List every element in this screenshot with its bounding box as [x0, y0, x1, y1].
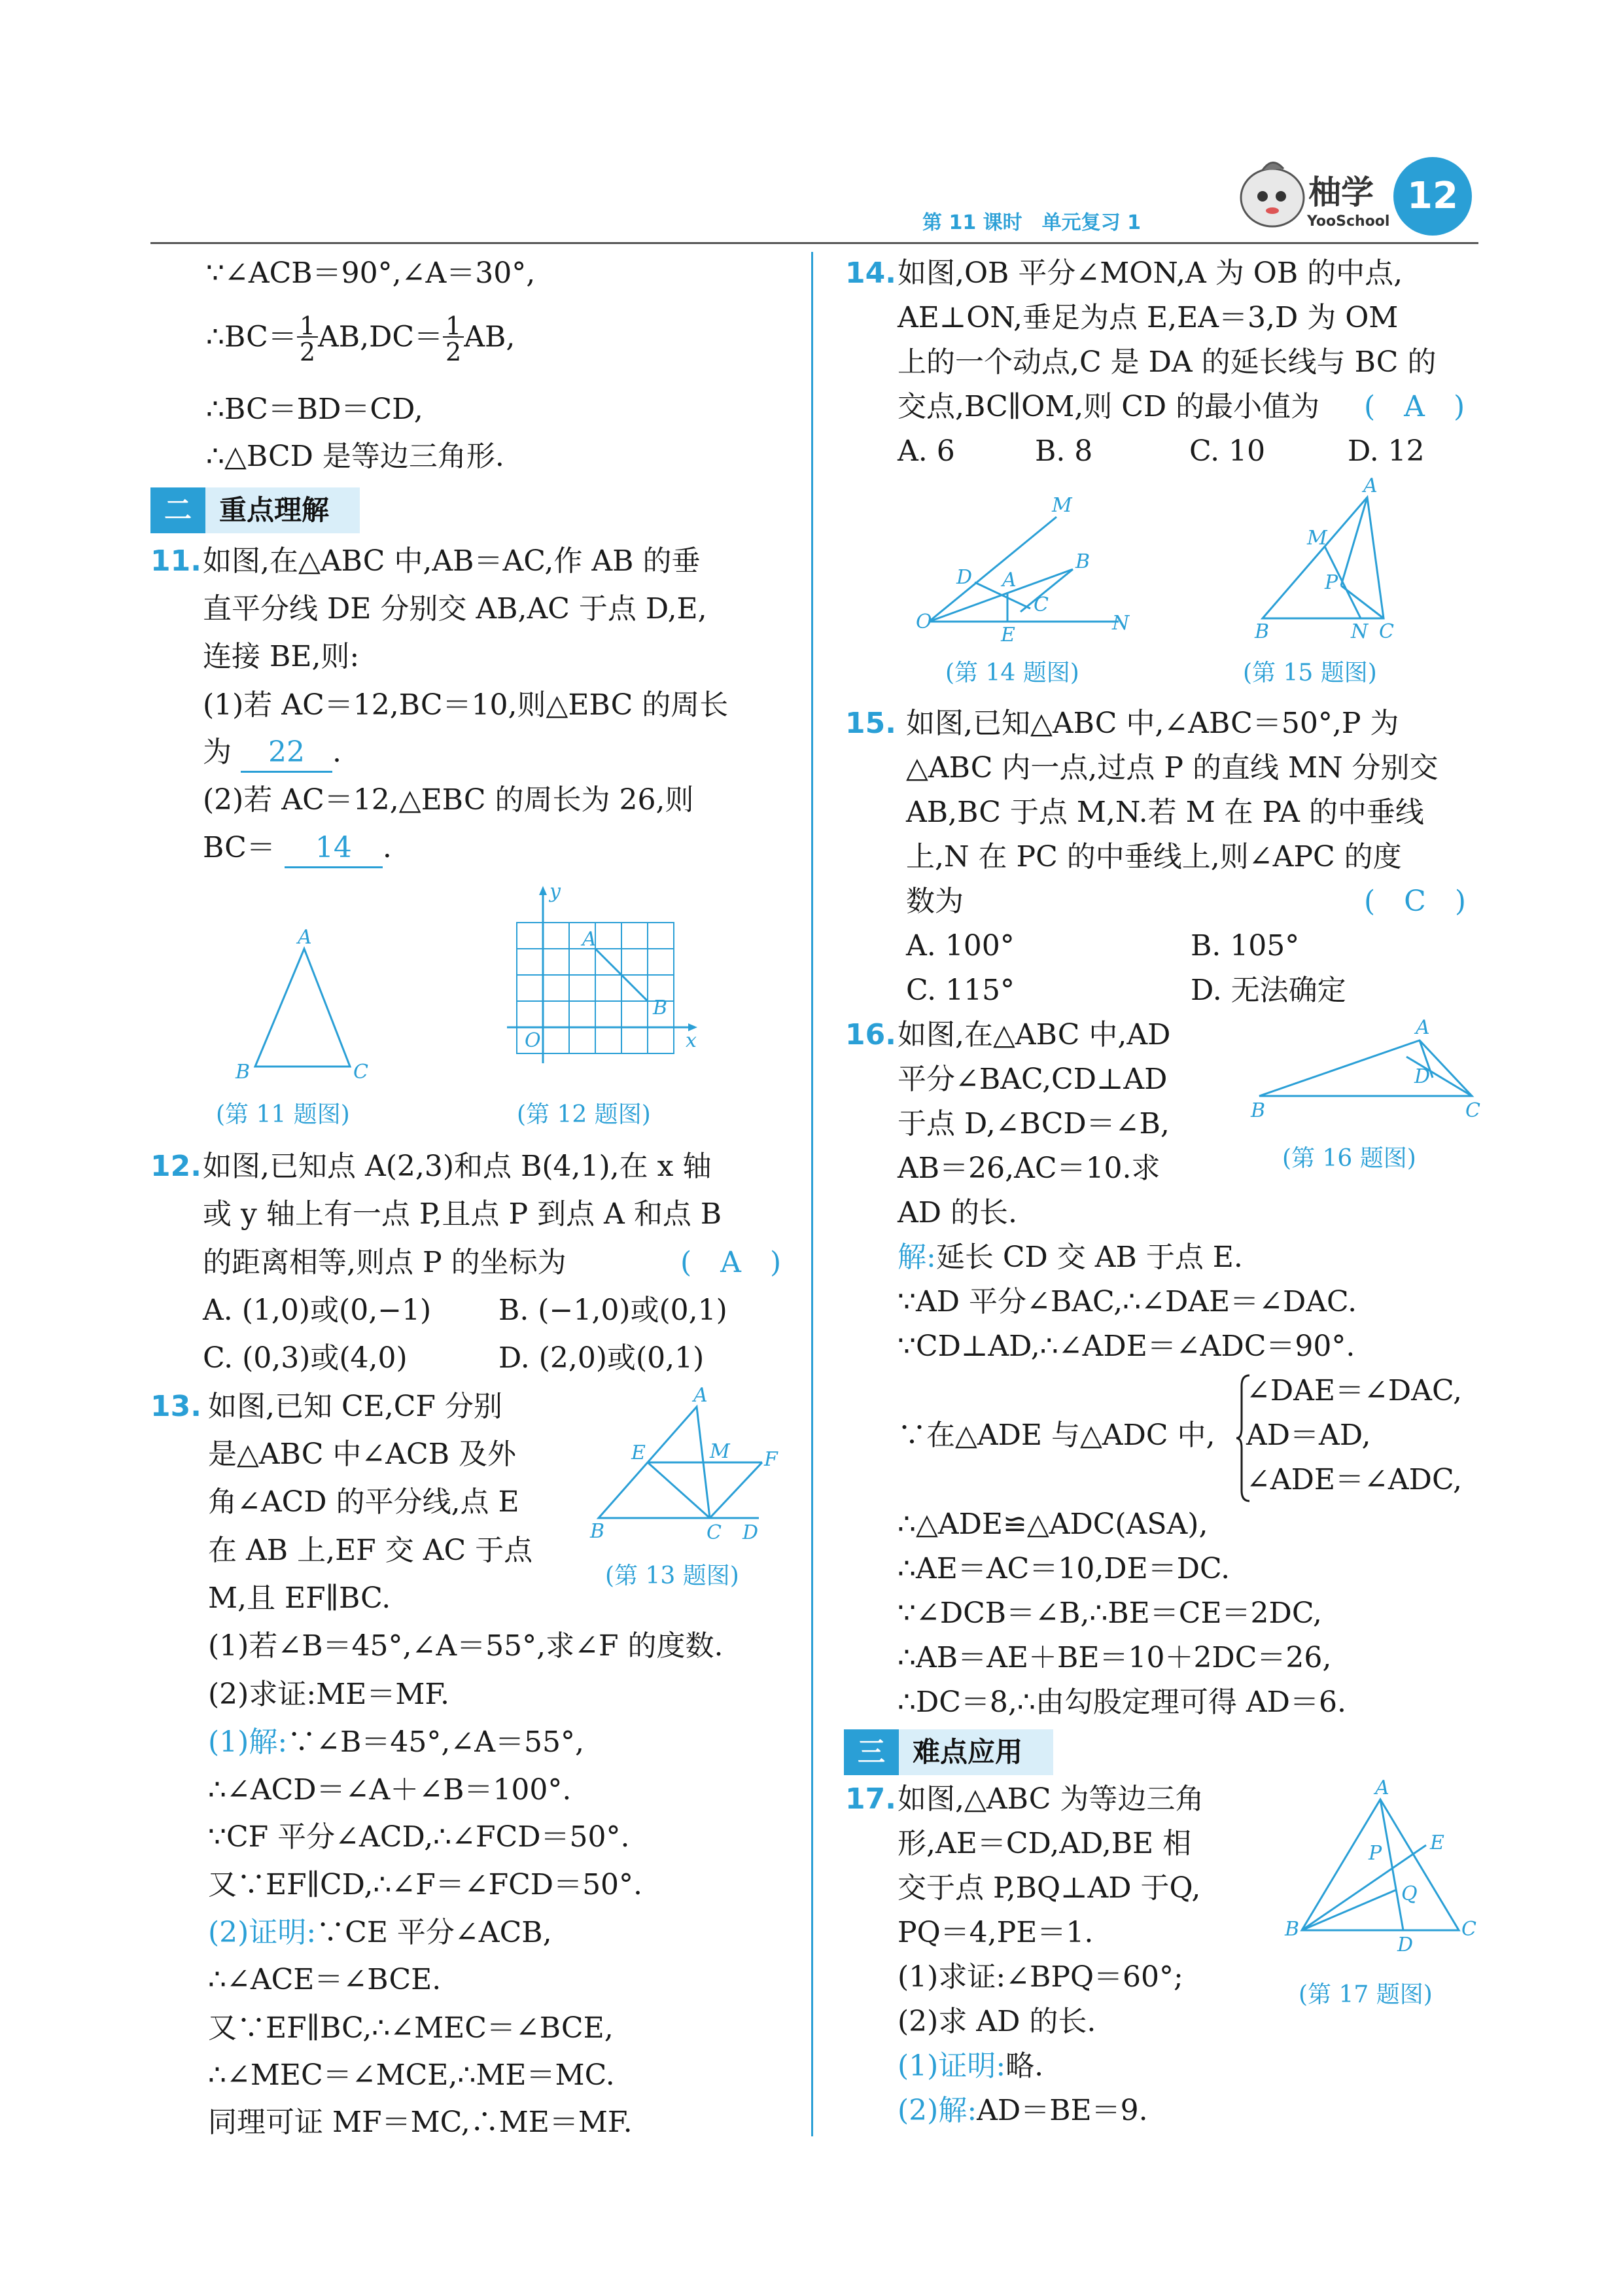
q14-number: 14. — [845, 256, 896, 290]
q15-line-3: AB,BC 于点 M,N.若 M 在 PA 的中垂线 — [906, 796, 1424, 829]
column-divider — [811, 252, 813, 2136]
fig16-caption: (第 16 题图) — [1282, 1145, 1416, 1172]
q12-line-1: 如图,已知点 A(2,3)和点 B(4,1),在 x 轴 — [203, 1150, 712, 1183]
page-number: 12 — [1407, 175, 1458, 217]
q13-sol-9: 同理可证 MF＝MC,∴ME＝MF. — [208, 2106, 633, 2139]
q11-line-3: 连接 BE,则: — [203, 640, 360, 673]
q15-option-b: B. 105° — [1191, 929, 1300, 963]
q16-line-2: 平分∠BAC,CD⊥AD — [898, 1063, 1168, 1096]
svg-text:D: D — [956, 566, 973, 589]
svg-text:B: B — [1251, 1099, 1266, 1122]
q11-part-2: (2)若 AC＝12,△EBC 的周长为 26,则 — [203, 783, 694, 817]
q16-sol2-2: ∴AE＝AC＝10,DE＝DC. — [898, 1552, 1230, 1585]
pre-line-3: ∴BC＝BD＝CD, — [206, 393, 423, 426]
q12-answer: ( A ) — [680, 1246, 782, 1279]
svg-text:P: P — [1325, 571, 1338, 594]
q11-part-1: (1)若 AC＝12,BC＝10,则△EBC 的周长 — [203, 688, 729, 722]
section-2-heading — [150, 487, 360, 533]
svg-text:M: M — [710, 1440, 730, 1463]
q12-line-2: 或 y 轴上有一点 P,且点 P 到点 A 和点 B — [203, 1197, 722, 1231]
brand-sub: YooSchool — [1307, 213, 1390, 230]
q15-answer: ( C ) — [1364, 885, 1466, 918]
svg-text:C: C — [1379, 620, 1394, 643]
q14-line-4: 交点,BC∥OM,则 CD 的最小值为 — [898, 390, 1320, 423]
svg-text:x: x — [686, 1029, 697, 1052]
q17-line-4: PQ＝4,PE＝1. — [898, 1916, 1094, 1949]
q17-number: 17. — [845, 1782, 896, 1816]
q13-line-1: 如图,已知 CE,CF 分别 — [208, 1390, 502, 1423]
q12-option-d: D. (2,0)或(0,1) — [498, 1341, 705, 1375]
q13-sol-4: 又∵EF∥CD,∴∠F＝∠FCD＝50°. — [208, 1868, 643, 1901]
q16-sol-2: ∵CD⊥AD,∴∠ADE＝∠ADC＝90°. — [898, 1330, 1355, 1363]
q14-line-3: 上的一个动点,C 是 DA 的延长线与 BC 的 — [898, 345, 1437, 379]
q13-part-1: (1)若∠B＝45°,∠A＝55°,求∠F 的度数. — [208, 1629, 724, 1663]
q17-line-3: 交于点 P,BQ⊥AD 于Q, — [898, 1871, 1201, 1905]
q16-sol2-5: ∴DC＝8,∴由勾股定理可得 AD＝6. — [898, 1686, 1346, 1719]
q11-part-2b: BC＝ 14 . — [203, 830, 392, 868]
figure-16 — [1243, 1017, 1492, 1131]
q13-sol-7: 又∵EF∥BC,∴∠MEC＝∠BCE, — [208, 2011, 614, 2045]
svg-text:E: E — [631, 1441, 646, 1464]
q17-line-2: 形,AE＝CD,AD,BE 相 — [898, 1827, 1192, 1860]
pre-line-2: ∴BC＝ 1 2AB,DC＝ 1 2AB, — [206, 311, 515, 366]
brand-name: 柚学 — [1308, 173, 1374, 211]
q11-part-1b: 为 22 . — [203, 734, 341, 773]
q16-line-5: AD 的长. — [898, 1196, 1018, 1229]
q13-sol-8: ∴∠MEC＝∠MCE,∴ME＝MC. — [208, 2058, 615, 2092]
section-3-title: 难点应用 — [913, 1736, 1023, 1768]
svg-text:A: A — [1363, 478, 1378, 497]
fig12-caption: (第 12 题图) — [517, 1101, 651, 1128]
q16-brace-3: ∠ADE＝∠ADC, — [1246, 1463, 1463, 1496]
q13-line-3: 角∠ACD 的平分线,点 E — [208, 1485, 519, 1519]
q12-line-3: 的距离相等,则点 P 的坐标为 — [203, 1246, 567, 1279]
q13-sol-2: ∴∠ACD＝∠A＋∠B＝100°. — [208, 1773, 572, 1807]
svg-text:C: C — [1034, 593, 1049, 616]
svg-text:N: N — [1112, 612, 1130, 635]
q13-line-2: 是△ABC 中∠ACB 及外 — [208, 1438, 517, 1471]
svg-text:O: O — [525, 1029, 541, 1052]
q12-number: 12. — [150, 1150, 201, 1183]
q13-line-5: M,且 EF∥BC. — [208, 1581, 391, 1615]
svg-text:M: M — [1052, 497, 1072, 517]
q13-part-2: (2)求证:ME＝MF. — [208, 1678, 450, 1711]
figure-11 — [222, 929, 393, 1089]
svg-text:C: C — [707, 1521, 722, 1544]
svg-text:A: A — [1002, 569, 1017, 592]
svg-text:A: A — [1375, 1780, 1389, 1799]
pre-line-4: ∴△BCD 是等边三角形. — [206, 440, 504, 473]
figure-15 — [1243, 478, 1413, 650]
q11-answer-2: 14 — [285, 830, 383, 868]
lesson-title: 第 11 课时 单元复习 1 — [922, 211, 1141, 234]
figure-12 — [497, 883, 713, 1082]
q16-brace-2: AD＝AD, — [1246, 1419, 1371, 1452]
q11-answer-1: 22 — [241, 734, 332, 773]
page-header — [150, 157, 1478, 249]
q17-part-2: (2)求 AD 的长. — [898, 2005, 1096, 2038]
q13-sol-3: ∵CF 平分∠ACD,∴∠FCD＝50°. — [208, 1820, 630, 1854]
q16-sol-first: 解:延长 CD 交 AB 于点 E. — [898, 1241, 1243, 1274]
q16-brace-1: ∠DAE＝∠DAC, — [1246, 1374, 1463, 1407]
q14-option-b: B. 8 — [1035, 434, 1093, 468]
svg-text:B: B — [653, 997, 668, 1019]
figure-13 — [582, 1387, 798, 1553]
q14-answer: ( A ) — [1364, 390, 1465, 423]
q14-line-2: AE⊥ON,垂足为点 E,EA＝3,D 为 OM — [898, 301, 1399, 334]
svg-text:D: D — [1414, 1065, 1431, 1088]
q15-line-2: △ABC 内一点,过点 P 的直线 MN 分别交 — [906, 751, 1439, 785]
header-rule — [150, 242, 1478, 244]
q15-option-c: C. 115° — [906, 974, 1015, 1007]
q15-option-d: D. 无法确定 — [1191, 974, 1346, 1007]
q16-sol2-4: ∴AB＝AE＋BE＝10＋2DC＝26, — [898, 1641, 1332, 1674]
section-2-number: 二 — [150, 487, 205, 533]
q17-sol-1: (1)证明:略. — [898, 2049, 1044, 2083]
svg-text:A: A — [298, 929, 312, 949]
q16-brace-lead: ∵在△ADE 与△ADC 中, — [898, 1419, 1215, 1452]
q16-brace — [1235, 1373, 1240, 1504]
fig13-caption: (第 13 题图) — [605, 1563, 739, 1589]
q12-option-a: A. (1,0)或(0,−1) — [203, 1294, 432, 1327]
q16-number: 16. — [845, 1018, 896, 1051]
svg-text:F: F — [764, 1448, 778, 1471]
q11-number: 11. — [150, 544, 201, 578]
q12-option-c: C. (0,3)或(4,0) — [203, 1341, 408, 1375]
svg-text:B: B — [590, 1520, 605, 1543]
q13-number: 13. — [150, 1390, 201, 1423]
q13-line-4: 在 AB 上,EF 交 AC 于点 — [208, 1534, 533, 1567]
q16-sol2-1: ∴△ADE≌△ADC(ASA), — [898, 1508, 1208, 1541]
svg-text:C: C — [1465, 1099, 1480, 1122]
q13-sol-5: (2)证明:∵CE 平分∠ACB, — [208, 1916, 552, 1949]
svg-text:y: y — [550, 883, 561, 903]
svg-text:A: A — [693, 1387, 708, 1407]
fig15-caption: (第 15 题图) — [1243, 660, 1377, 686]
q11-line-1: 如图,在△ABC 中,AB＝AC,作 AB 的垂 — [203, 544, 701, 578]
q13-sol-6: ∴∠ACE＝∠BCE. — [208, 1963, 442, 1996]
svg-text:E: E — [1430, 1831, 1444, 1854]
svg-text:A: A — [582, 928, 597, 951]
svg-text:M: M — [1307, 527, 1327, 550]
svg-text:A: A — [1416, 1017, 1430, 1039]
q17-sol-2: (2)解:AD＝BE＝9. — [898, 2094, 1148, 2127]
svg-text:C: C — [1461, 1918, 1476, 1941]
svg-text:B: B — [236, 1061, 251, 1084]
svg-text:N: N — [1351, 620, 1369, 643]
q15-line-5: 数为 — [906, 885, 964, 918]
q11-line-2: 直平分线 DE 分别交 AB,AC 于点 D,E, — [203, 592, 707, 626]
figure-17 — [1276, 1780, 1485, 1966]
svg-text:E: E — [1001, 624, 1015, 646]
svg-text:B: B — [1285, 1918, 1300, 1941]
fig11-caption: (第 11 题图) — [216, 1101, 350, 1128]
svg-text:D: D — [1397, 1934, 1414, 1956]
svg-text:O: O — [916, 610, 932, 633]
section-3-heading — [844, 1729, 1053, 1775]
section-3-number: 三 — [844, 1729, 899, 1775]
q16-sol-1: ∵AD 平分∠BAC,∴∠DAE＝∠DAC. — [898, 1285, 1357, 1318]
svg-text:B: B — [1255, 620, 1270, 643]
figure-14 — [916, 497, 1145, 650]
q15-option-a: A. 100° — [906, 929, 1015, 963]
section-2-title: 重点理解 — [219, 494, 330, 526]
svg-text:C: C — [353, 1061, 368, 1084]
q14-option-c: C. 10 — [1189, 434, 1266, 468]
svg-text:P: P — [1369, 1842, 1382, 1865]
q14-option-d: D. 12 — [1348, 434, 1425, 468]
page-number-badge — [1393, 157, 1472, 236]
pre-line-1: ∵∠ACB＝90°,∠A＝30°, — [206, 256, 536, 290]
q17-line-1: 如图,△ABC 为等边三角 — [898, 1782, 1204, 1816]
svg-text:Q: Q — [1401, 1882, 1418, 1905]
q15-line-4: 上,N 在 PC 的中垂线上,则∠APC 的度 — [906, 840, 1402, 874]
q17-part-1: (1)求证:∠BPQ＝60°; — [898, 1960, 1183, 1994]
q16-sol2-3: ∵∠DCB＝∠B,∴BE＝CE＝2DC, — [898, 1597, 1322, 1630]
q14-line-1: 如图,OB 平分∠MON,A 为 OB 的中点, — [898, 256, 1403, 290]
svg-text:B: B — [1075, 550, 1091, 573]
q15-line-1: 如图,已知△ABC 中,∠ABC＝50°,P 为 — [906, 707, 1399, 740]
q13-sol-1: (1)解:∵∠B＝45°,∠A＝55°, — [208, 1725, 584, 1759]
svg-text:D: D — [742, 1521, 759, 1544]
q16-line-3: 于点 D,∠BCD＝∠B, — [898, 1107, 1170, 1140]
q15-number: 15. — [845, 707, 896, 740]
q16-line-4: AB＝26,AC＝10.求 — [898, 1152, 1161, 1185]
q16-line-1: 如图,在△ABC 中,AD — [898, 1018, 1171, 1051]
fig17-caption: (第 17 题图) — [1299, 1981, 1433, 2008]
fig14-caption: (第 14 题图) — [945, 660, 1079, 686]
q14-option-a: A. 6 — [898, 434, 955, 468]
q12-option-b: B. (−1,0)或(0,1) — [498, 1294, 727, 1327]
